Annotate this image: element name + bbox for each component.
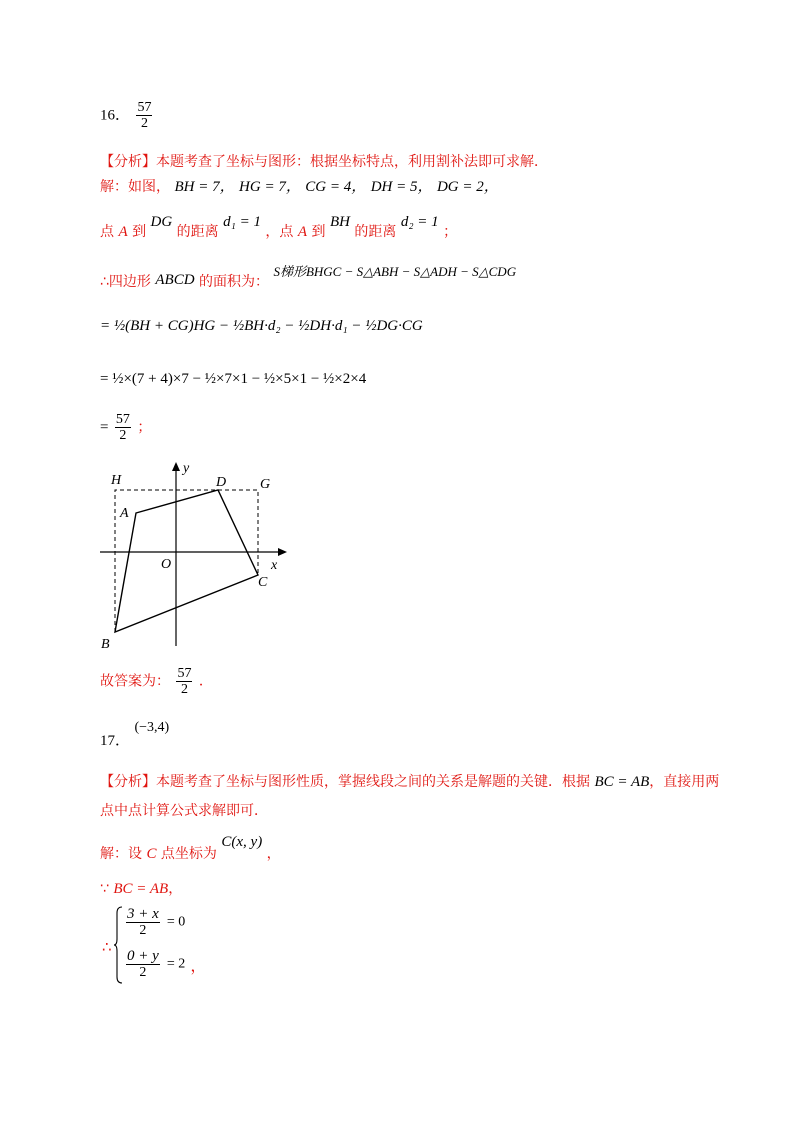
q16-conclusion bbox=[100, 666, 213, 702]
q16-area-expr: S梯形BHGC − S△ABH − S△ADH − S△CDG bbox=[273, 264, 517, 279]
q17-sys2-rhs: = 2 bbox=[166, 956, 186, 972]
q17-header bbox=[100, 718, 170, 749]
q16-analysis-text: 本题考查了坐标与图形：根据坐标特点，利用割补法即可求解． bbox=[156, 154, 548, 170]
label-A: A bbox=[120, 506, 129, 521]
coordinate-figure bbox=[95, 458, 295, 653]
q16-answer-fraction bbox=[136, 100, 152, 131]
q16-step3-numerator: 57 bbox=[115, 412, 130, 427]
q16-dist-seg2: BH bbox=[329, 214, 350, 230]
q16-area-quad: ABCD bbox=[155, 272, 195, 288]
q16-number: 16． bbox=[100, 107, 131, 124]
q16-step3-fraction bbox=[115, 412, 131, 443]
q16-area bbox=[100, 262, 516, 290]
q16-dist-d1: d₁ = 1 bbox=[223, 214, 261, 230]
q16-answer-denominator: 2 bbox=[140, 116, 148, 131]
q16-distance bbox=[100, 212, 457, 242]
label-H: H bbox=[111, 473, 122, 488]
q17-sys2-numerator: 0 + y bbox=[127, 948, 159, 964]
dashed-rectangle bbox=[115, 490, 258, 632]
q16-conclusion-end: ． bbox=[198, 673, 213, 690]
q16-step1-expr: = ½(BH + CG)HG − ½BH·d₂ − ½DH·d₁ − ½DG·CG bbox=[100, 318, 423, 334]
q16-dist-to2: 到 bbox=[311, 224, 326, 240]
q16-conclusion-text: 故答案为： bbox=[100, 673, 170, 690]
q16-dist-to1: 到 bbox=[132, 224, 147, 240]
q16-step2 bbox=[100, 369, 366, 389]
q16-dist-d2: d₂ = 1 bbox=[400, 214, 439, 230]
q17-sys2-fraction bbox=[126, 949, 160, 980]
q17-sys1-rhs: = 0 bbox=[166, 914, 186, 930]
x-axis-arrow bbox=[278, 548, 287, 556]
q16-step2-expr: = ½×(7 + 4)×7 − ½×7×1 − ½×5×1 − ½×2×4 bbox=[100, 371, 367, 387]
q17-sol-text: 解：设 bbox=[100, 846, 142, 862]
q16-step3-eq: = bbox=[100, 419, 109, 436]
q17-sys-end: ， bbox=[190, 956, 207, 975]
q16-dist-of2: 的距离 bbox=[354, 224, 397, 240]
q17-sys-row2 bbox=[124, 949, 206, 983]
q16-sol-label: 解：如图， bbox=[100, 179, 170, 195]
label-O: O bbox=[161, 557, 172, 572]
q16-conclusion-fraction bbox=[176, 666, 192, 697]
q16-dist-of1: 的距离 bbox=[176, 224, 219, 240]
q17-analysis-text3: 点中点计算公式求解即可． bbox=[100, 803, 268, 819]
q17-number: 17． bbox=[100, 733, 131, 749]
q17-sol-end: ， bbox=[266, 846, 281, 862]
q16-given-0: BH = 7， bbox=[174, 179, 235, 195]
q16-step1 bbox=[100, 316, 423, 336]
label-C: C bbox=[258, 575, 268, 590]
q16-dist-text1: 点 bbox=[100, 224, 114, 240]
y-axis-arrow bbox=[172, 462, 180, 471]
label-x: x bbox=[271, 558, 278, 573]
q17-solution bbox=[100, 832, 281, 862]
q16-dist-seg1: DG bbox=[150, 214, 173, 230]
q16-analysis-label: 【分析】 bbox=[100, 154, 156, 170]
q16-conclusion-numerator: 57 bbox=[177, 666, 192, 681]
q17-because-eq: BC = AB bbox=[113, 881, 169, 897]
q17-analysis-text2: ，直接用两 bbox=[649, 774, 720, 790]
q17-sys1-denominator: 2 bbox=[139, 923, 147, 938]
q16-dist-A2: A bbox=[297, 224, 308, 240]
q16-given bbox=[100, 177, 499, 197]
label-G: G bbox=[260, 477, 271, 492]
q17-sys2-denominator: 2 bbox=[139, 965, 147, 980]
q16-given-3: DH = 5， bbox=[370, 179, 433, 195]
q17-sys-row1 bbox=[124, 907, 185, 941]
q16-given-4: DG = 2， bbox=[436, 179, 499, 195]
q17-system-brace bbox=[113, 905, 123, 985]
q16-analysis bbox=[100, 152, 548, 172]
q16-dist-A1: A bbox=[118, 224, 128, 240]
q16-dist-end: ； bbox=[443, 224, 458, 240]
q17-analysis-line2 bbox=[100, 801, 268, 821]
q16-given-2: CG = 4， bbox=[305, 179, 367, 195]
label-D: D bbox=[216, 475, 227, 490]
q17-because-symbol: ∵ bbox=[100, 881, 109, 897]
label-B: B bbox=[101, 637, 110, 652]
q16-step3-denominator: 2 bbox=[119, 428, 127, 443]
q17-sol-text2: 点坐标为 bbox=[160, 846, 217, 862]
q16-conclusion-denominator: 2 bbox=[180, 682, 188, 697]
q17-analysis-line1 bbox=[100, 772, 719, 792]
q17-sol-C: C bbox=[146, 846, 157, 862]
q17-analysis-label: 【分析】 bbox=[100, 774, 156, 790]
q16-answer-numerator: 57 bbox=[137, 100, 152, 115]
q16-step3-end: ； bbox=[137, 419, 152, 436]
q16-dist-comma: ，点 bbox=[265, 224, 294, 240]
q17-therefore: ∴ bbox=[102, 938, 112, 956]
q17-analysis-eq: BC = AB bbox=[594, 774, 650, 790]
q17-answer: (−3,4) bbox=[134, 720, 170, 735]
q17-sys1-numerator: 3 + x bbox=[127, 906, 159, 922]
q16-given-1: HG = 7， bbox=[239, 179, 301, 195]
q16-area-is: 的面积为： bbox=[199, 274, 269, 290]
q17-analysis-text1: 本题考查了坐标与图形性质，掌握线段之间的关系是解题的关键．根据 bbox=[156, 774, 590, 790]
quadrilateral-abcd bbox=[115, 490, 258, 632]
q17-because-end: ， bbox=[168, 881, 183, 897]
label-y: y bbox=[183, 461, 190, 476]
q16-step3 bbox=[100, 412, 151, 450]
q17-sol-coord: C(x, y) bbox=[221, 834, 263, 850]
q16-area-label: ∴四边形 bbox=[100, 274, 151, 290]
q16-header bbox=[100, 100, 154, 136]
q17-because bbox=[100, 879, 182, 899]
q17-sys1-fraction bbox=[126, 907, 160, 938]
